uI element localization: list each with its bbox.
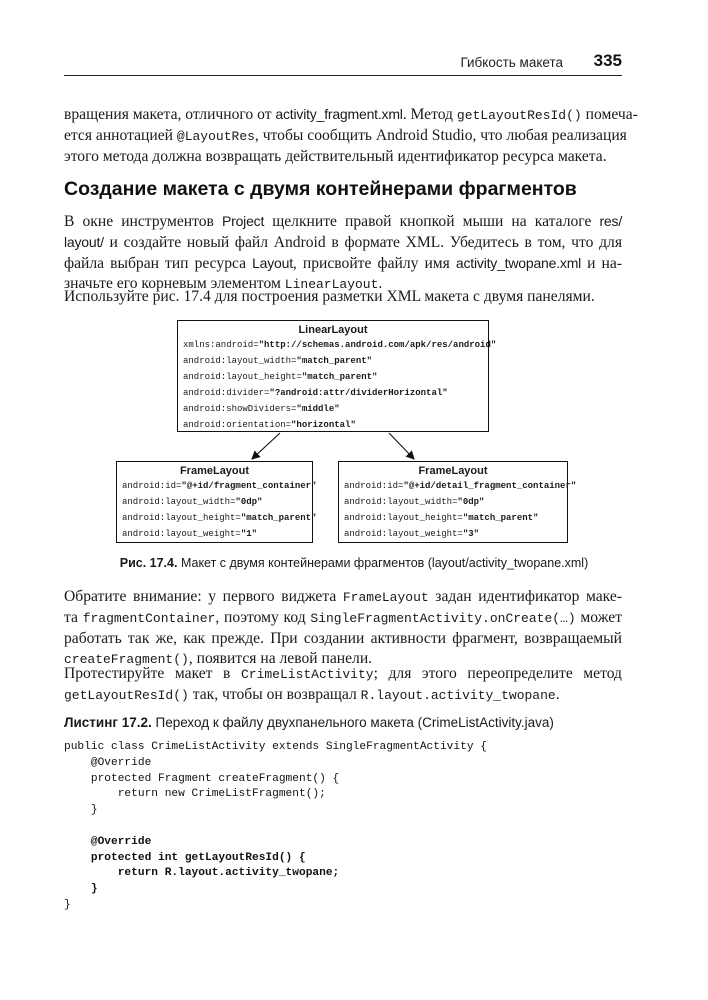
framelayout-right-attr: android:layout_weight="3" — [344, 529, 480, 539]
code-line: return new CrimeListFragment(); — [64, 788, 326, 801]
running-header-title: Гибкость макета — [460, 55, 563, 70]
arrow-to-right-framelayout — [389, 433, 414, 459]
linearlayout-attr: android:showDividers="middle" — [183, 404, 340, 414]
linearlayout-attr: xmlns:android="http://schemas.android.com/apk/res/android" — [183, 340, 497, 350]
paragraph-note: Обратите внимание: у первого виджета FrameLayout задан идентификатор маке- та fragmentContainer, поэтому код SingleFragmentActivity.onCreate(…) может работать так же, как прежде. При создании активности фрагмент, возвращаемый createFragment(), появится на левой панели. — [64, 588, 623, 667]
code-line-bold: protected int getLayoutResId() { — [64, 851, 306, 864]
code-listing — [64, 740, 487, 914]
framelayout-left-title: FrameLayout — [179, 465, 250, 477]
framelayout-left-attr: android:layout_height="match_parent" — [122, 513, 317, 523]
framelayout-left-box — [116, 461, 317, 543]
code-line-bold: } — [64, 883, 98, 896]
section-heading: Создание макета с двумя контейнерами фрагментов — [64, 178, 577, 200]
framelayout-right-attr: android:layout_height="match_parent" — [344, 513, 539, 523]
arrow-to-left-framelayout — [252, 433, 280, 459]
page-number: 335 — [593, 51, 622, 70]
code-line-bold: return R.layout.activity_twopane; — [64, 867, 340, 880]
linearlayout-attr: android:layout_width="match_parent" — [183, 356, 373, 366]
linearlayout-box-title: LinearLayout — [298, 324, 368, 336]
paragraph-create-layout: В окне инструментов Project щелкните правой кнопкой мыши на каталоге res/ layout/ и создайте новый файл Android в формате XML. Убедитесь в том, что для файла выбран тип ресурса Layout, присвойте файлу имя activity_twopane.xml и на- значьте его корневым элементом LinearLayout. — [64, 213, 623, 292]
framelayout-left-attr: android:id="@+id/fragment_container" — [122, 481, 317, 491]
framelayout-right-attr: android:layout_width="0dp" — [344, 497, 485, 507]
listing-title: Листинг 17.2. Переход к файлу двухпанельного макета (CrimeListActivity.java) — [64, 715, 554, 730]
linearlayout-attr: android:orientation="horizontal" — [183, 420, 356, 430]
linearlayout-attr: android:layout_height="match_parent" — [183, 372, 378, 382]
code-line: } — [64, 898, 71, 911]
figure-caption: Рис. 17.4. Макет с двумя контейнерами фрагментов (layout/activity_twopane.xml) — [119, 556, 589, 570]
paragraph-test-layout: Протестируйте макет в CrimeListActivity; для этого переопределите метод getLayoutResId() так, чтобы он возвращал R.layout.activity_twopane. — [64, 665, 622, 703]
code-line-bold: @Override — [64, 835, 152, 848]
framelayout-right-box — [338, 461, 577, 543]
framelayout-left-attr: android:layout_width="0dp" — [122, 497, 263, 507]
framelayout-left-attr: android:layout_weight="1" — [122, 529, 258, 539]
framelayout-right-attr: android:id="@+id/detail_fragment_container" — [344, 481, 577, 491]
linearlayout-attr: android:divider="?android:attr/dividerHorizontal" — [183, 388, 448, 398]
code-line: @Override — [64, 756, 152, 769]
code-line: public class CrimeListActivity extends SingleFragmentActivity { — [64, 741, 487, 753]
code-line: } — [64, 804, 98, 817]
framelayout-right-title: FrameLayout — [418, 465, 488, 477]
code-line: protected Fragment createFragment() { — [64, 772, 340, 785]
paragraph-figure-reference: Используйте рис. 17.4 для построения разметки XML макета с двумя панелями. — [64, 288, 595, 305]
intro-paragraph: вращения макета, отличного от activity_fragment.xml. Метод getLayoutResId() помеча- ется аннотацией @LayoutRes, чтобы сообщить Android Studio, что любая реализация этого метода должна возвращать действительный идентификатор ресурса макета. — [64, 106, 638, 165]
